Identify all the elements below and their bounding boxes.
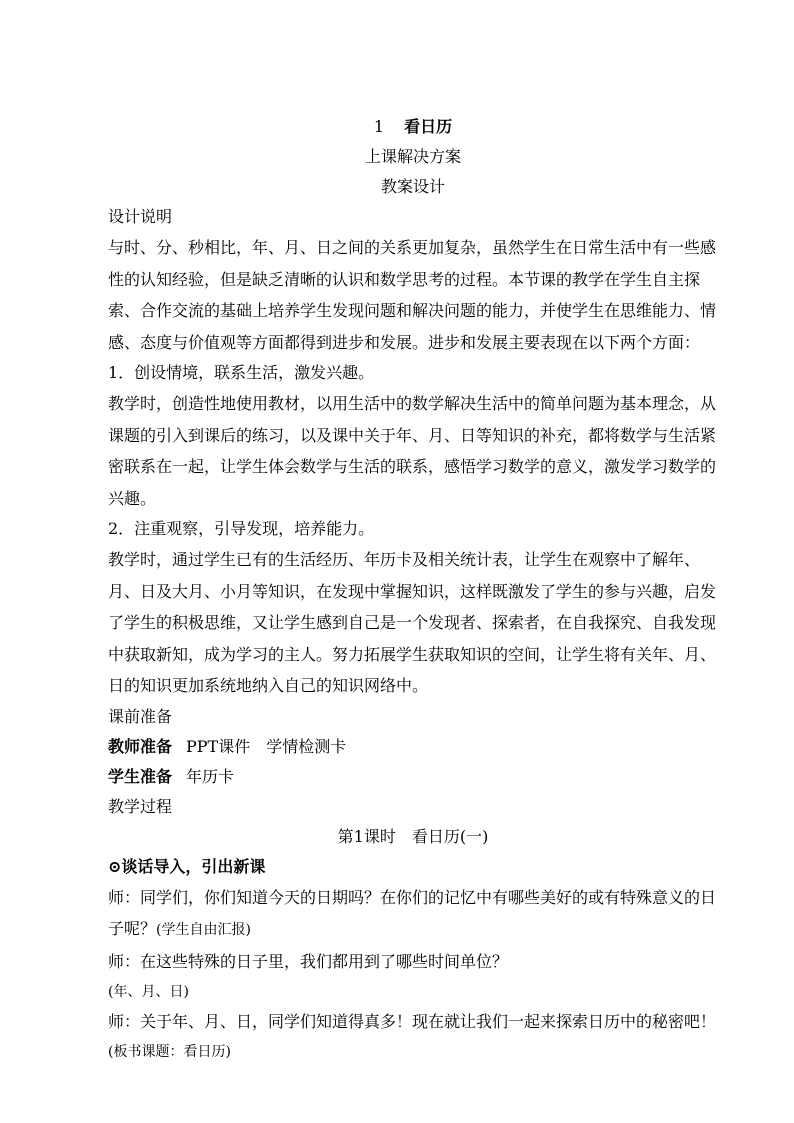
point1-title: 1．创设情境，联系生活，激发兴趣。 — [108, 363, 375, 382]
dialog2-note: (年、月、日) — [108, 983, 189, 1000]
process-heading: 教学过程 — [108, 796, 173, 816]
design-note-intro-text: 与时、分、秒相比，年、月、日之间的关系更加复杂，虽然学生在日常生活中有一些感性的认知经验，但是缺乏清晰的认识和数学思考的过程。本节课的教学在学生自主探索、合作交流的基础上培养学生发现问题和解决问题的能力，并使学生在思维能力、情感、态度与价值观等方面都得到进步和发展。进步和发展主要表现在以下两个方面： — [108, 238, 717, 352]
point1-body — [108, 388, 718, 514]
point1-body-text: 教学时，创造性地使用教材，以用生活中的数学解决生活中的简单问题为基本理念，从课题的引入到课后的练习，以及课中关于年、月、日等知识的补充，都将数学与生活紧密联系在一起，让学生体会数学与生活的联系，感悟学习数学的意义，激发学习数学的兴趣。 — [108, 394, 717, 508]
lesson-title: 看日历 — [404, 117, 453, 136]
design-note-intro — [108, 232, 718, 358]
dialog1 — [108, 882, 718, 947]
point2-body-text: 教学时，通过学生已有的生活经历、年历卡及相关统计表，让学生在观察中了解年、月、日及大月、小月等知识，在发现中掌握知识，这样既激发了学生的参与兴趣，启发了学生的积极思维，又让学生感到自己是一个发现者、探索者，在自我探究、自我发现中获取新知，成为学习的主人。努力拓展学生获取知识的空间，让学生将有关年、月、日的知识更加系统地纳入自己的知识网络中。 — [108, 550, 717, 695]
dialog3: 师：关于年、月、日，同学们知道得真多！现在就让我们一起来探索日历中的秘密吧！ — [108, 1011, 717, 1031]
prep-heading: 课前准备 — [108, 706, 173, 726]
dialog3-note: (板书课题：看日历) — [108, 1043, 231, 1060]
student-prep — [108, 762, 718, 792]
lesson-heading — [108, 112, 718, 142]
design-note-heading: 设计说明 — [108, 207, 173, 226]
teacher-prep-items: PPT课件 学情检测卡 — [186, 736, 347, 756]
point2-body — [108, 544, 718, 702]
student-prep-items: 年历卡 — [186, 766, 235, 786]
dialog1-text: 师：同学们，你们知道今天的日期吗？在你们的记忆中有哪些美好的或有特殊意义的日子呢？ — [108, 887, 717, 938]
teacher-prep-label: 教师准备 — [108, 736, 173, 756]
teacher-prep — [108, 732, 718, 762]
step1-title: ⊙谈话导入，引出新课 — [108, 856, 266, 876]
point2-title: 2．注重观察，引导发现，培养能力。 — [108, 519, 375, 538]
subtitle: 上课解决方案 — [364, 147, 461, 166]
document-content — [108, 112, 718, 1067]
lesson-number: 1 — [373, 117, 385, 136]
dialog2: 师：在这些特殊的日子里，我们都用到了哪些时间单位？ — [108, 951, 509, 971]
student-prep-label: 学生准备 — [108, 766, 173, 786]
lesson-period-title: 第1课时 看日历(一) — [337, 826, 489, 846]
dialog1-note: (学生自由汇报) — [156, 922, 251, 938]
section-title: 教案设计 — [380, 177, 445, 196]
